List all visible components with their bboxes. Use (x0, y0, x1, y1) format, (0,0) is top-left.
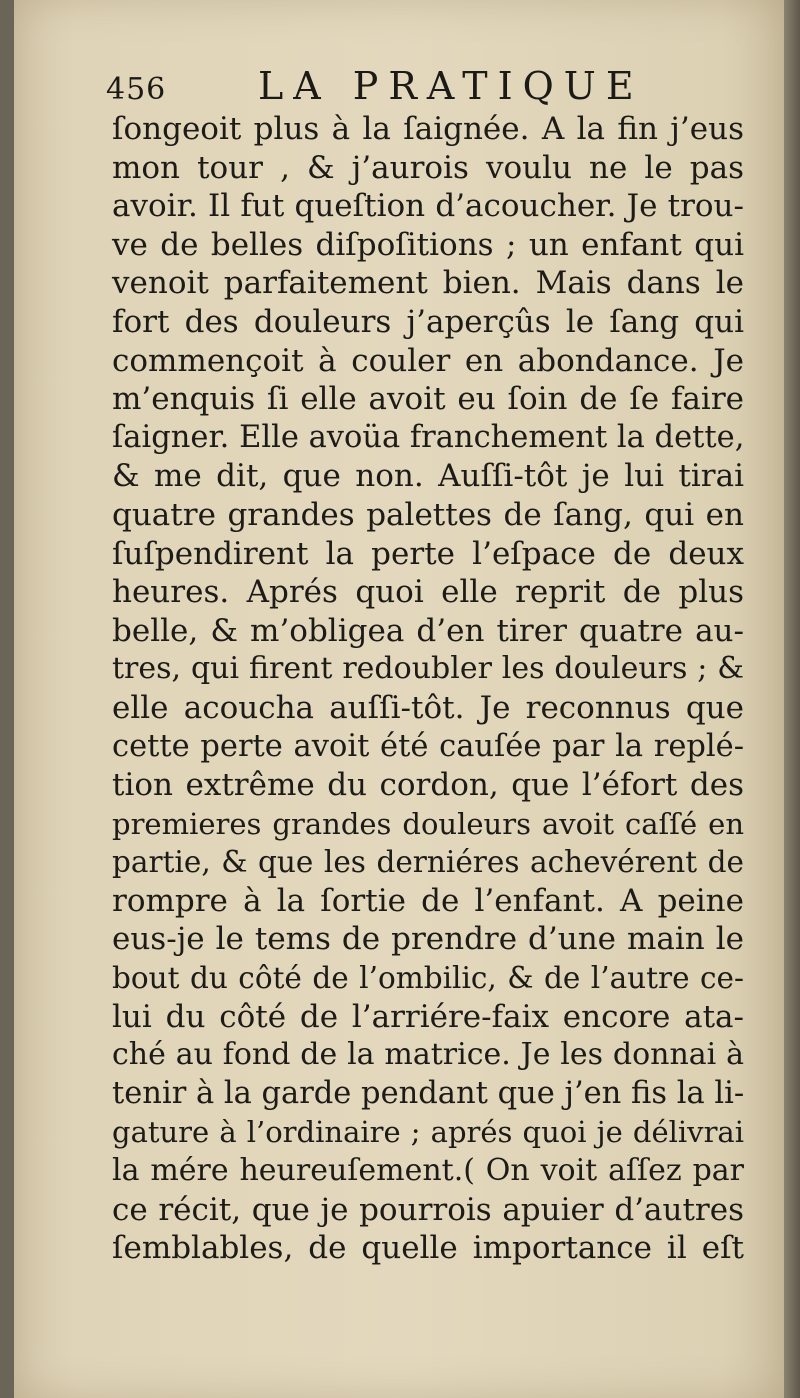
text-line: elle acoucha auſſi-tôt. Je reconnus que (112, 689, 744, 726)
text-line: ché au fond de la matrice. Je les donnai à (112, 1037, 744, 1073)
text-line: quatre grandes palettes de ſang, qui en (112, 496, 744, 533)
text-line: ce récit, que je pourrois apuier d’autres (112, 1191, 744, 1228)
text-line: gature à l’ordinaire ; aprés quoi je délivrai (112, 1115, 744, 1150)
text-line: heures. Aprés quoi elle reprit de plus (112, 574, 744, 611)
text-line: ſemblables, de quelle importance il eſt (112, 1230, 744, 1267)
text-line: tres, qui firent redoubler les douleurs ; & (112, 651, 744, 687)
text-line: lui du côté de l’arriére-faix encore ata- (112, 998, 744, 1035)
text-line: partie, & que les derniéres achevérent de (112, 845, 744, 880)
text-line: bout du côté de l’ombilic, & de l’autre ce- (112, 961, 744, 996)
text-line: ſaigner. Elle avoüa franchement la dette, (112, 419, 745, 455)
text-line: avoir. Il fut queſtion d’acoucher. Je trou- (112, 188, 744, 225)
text-line: m’enquis ſi elle avoit eu ſoin de ſe faire (112, 381, 744, 418)
running-title: LA PRATIQUE (258, 64, 644, 108)
page-number: 456 (106, 72, 167, 107)
text-line: tion extrême du cordon, que l’éfort des (112, 767, 744, 804)
body-text (112, 110, 744, 1268)
text-line: belle, & m’obligea d’en tirer quatre au- (112, 612, 744, 649)
page-header (106, 64, 746, 112)
text-line: & me dit, que non. Auſſi-tôt je lui tirai (112, 458, 744, 495)
text-line: rompre à la ſortie de l’enfant. A peine (112, 882, 744, 919)
text-line: tenir à la garde pendant que j’en fis la li- (112, 1075, 745, 1111)
text-line: eus-je le tems de prendre d’une main le (112, 921, 744, 958)
text-line: venoit parfaitement bien. Mais dans le (112, 265, 744, 302)
text-line: la mére heureuſement.( On voit aſſez par (112, 1153, 744, 1189)
text-line: ſuſpendirent la perte l’eſpace de deux (112, 535, 744, 572)
text-line: fort des douleurs j’aperçûs le ſang qui (112, 303, 744, 340)
text-line: ve de belles diſpoſitions ; un enfant qui (112, 226, 744, 263)
book-page (14, 0, 784, 1398)
text-line: cette perte avoit été cauſée par la replé- (112, 728, 744, 764)
text-line: commençoit à couler en abondance. Je (112, 342, 744, 379)
text-line: premieres grandes douleurs avoit caſſé en (112, 806, 744, 841)
text-line: mon tour , & j’aurois voulu ne le pas (112, 149, 744, 186)
text-line: ſongeoit plus à la ſaignée. A la fin j’eus (112, 111, 744, 147)
book-edge (784, 0, 800, 1398)
